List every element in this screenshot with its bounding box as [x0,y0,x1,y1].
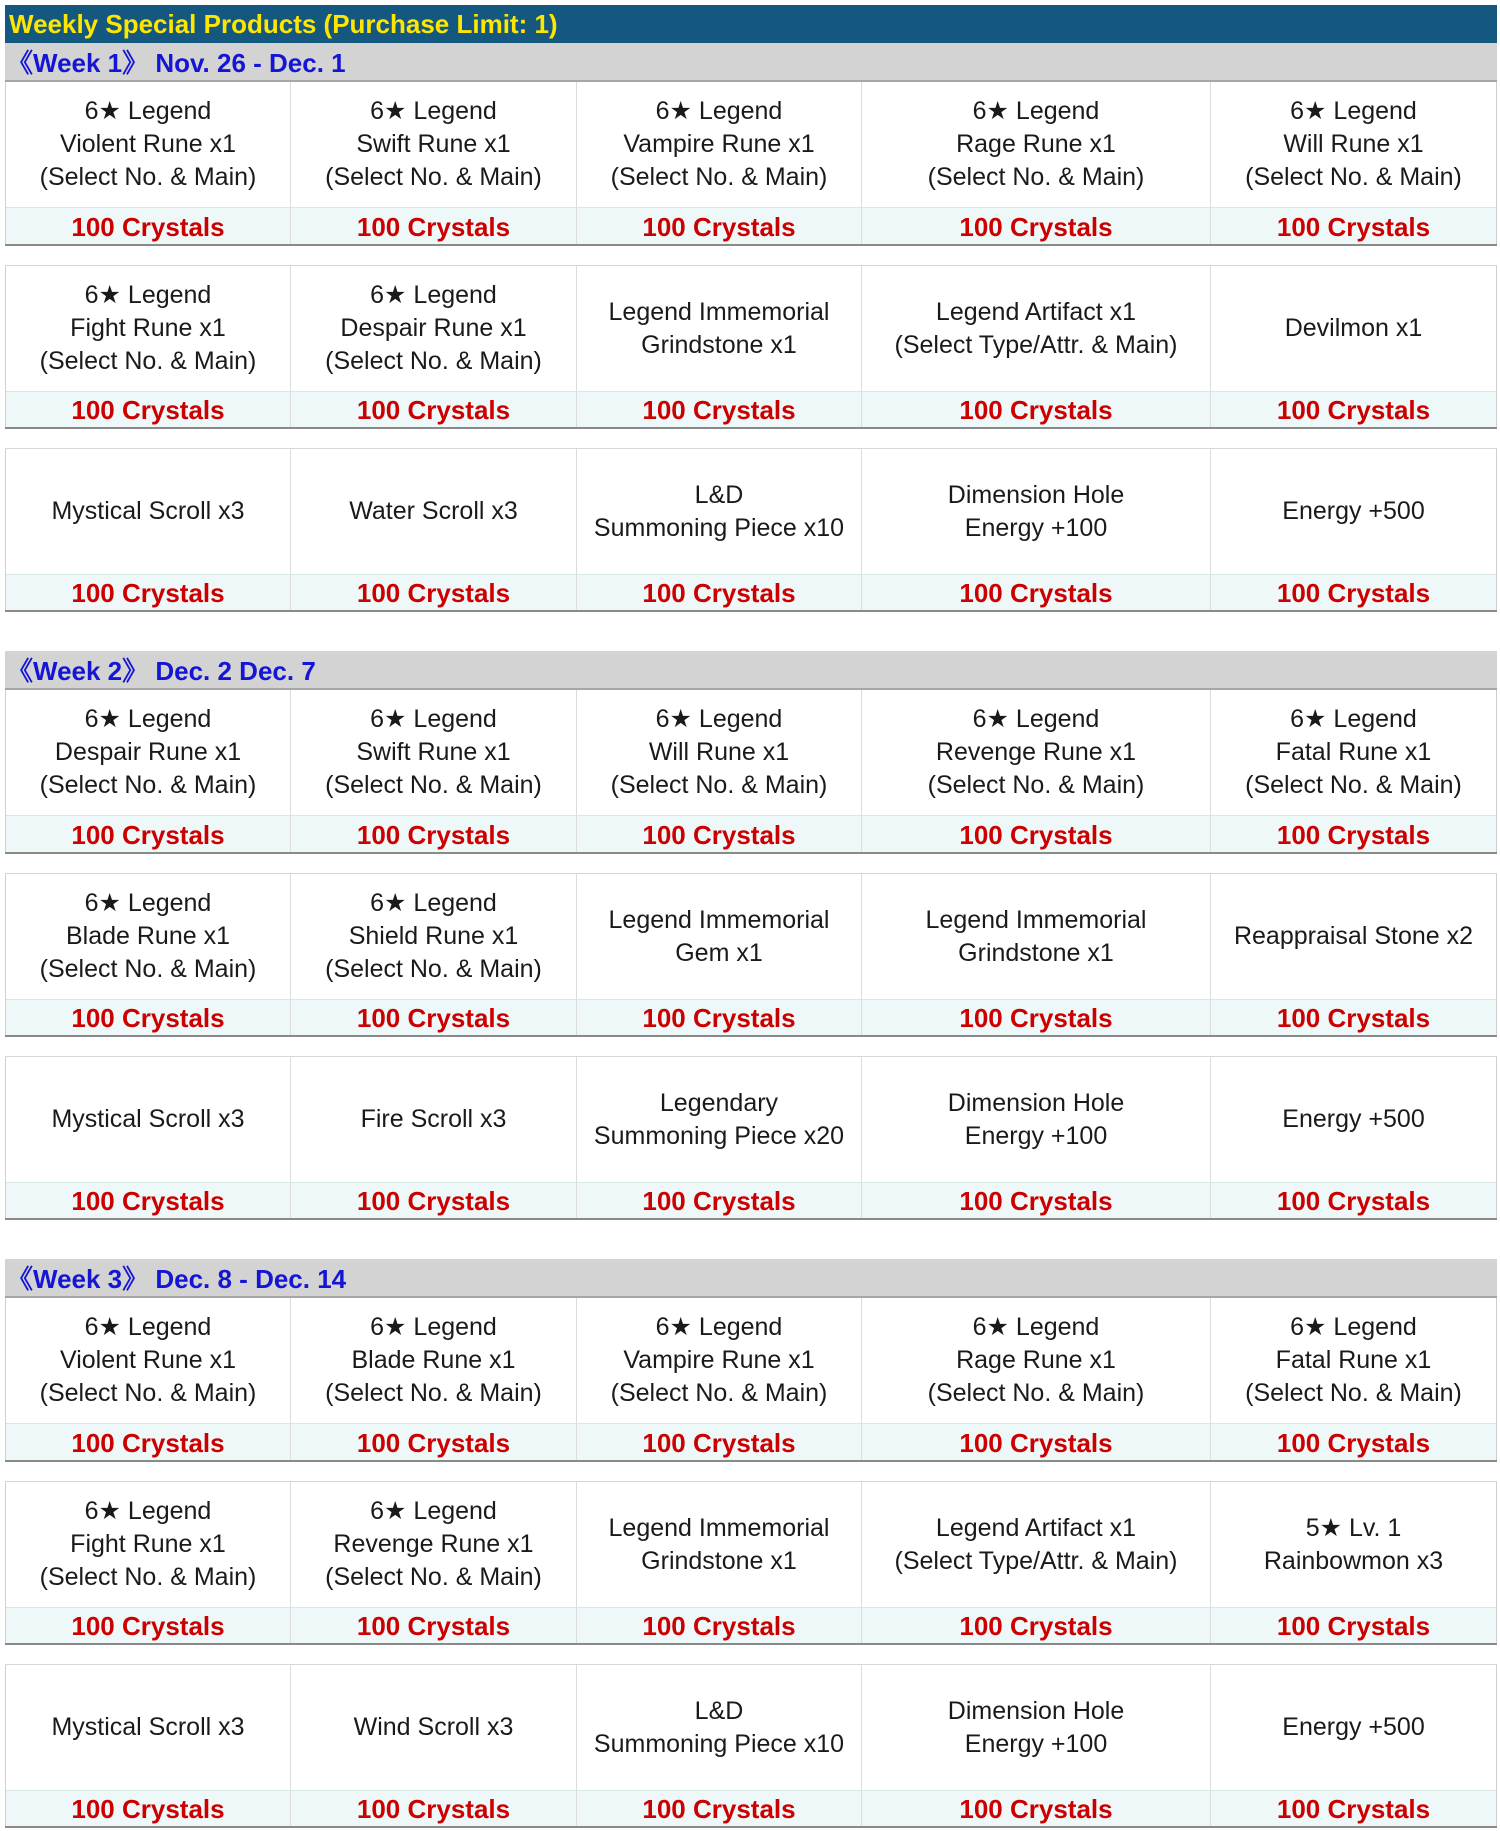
page-title: Weekly Special Products (Purchase Limit: 1) [5,5,1497,43]
product-name: 6★ Legend Rage Rune x1 (Select No. & Main) [862,82,1210,207]
row-gap [5,1037,1497,1056]
product-row [5,1664,1497,1828]
product-name: 6★ Legend Swift Rune x1 (Select No. & Main) [291,690,576,815]
product-name: Devilmon x1 [1211,266,1496,391]
week-header: 《Week 2》 Dec. 2 Dec. 7 [5,651,1497,690]
product-cell [576,1665,861,1826]
product-row [5,1298,1497,1462]
product-price: 100 Crystals [862,1607,1210,1643]
product-price: 100 Crystals [1211,1182,1496,1218]
product-price: 100 Crystals [291,1182,576,1218]
product-cell [576,1057,861,1218]
product-price: 100 Crystals [577,999,861,1035]
product-price: 100 Crystals [577,1182,861,1218]
product-cell [861,1482,1210,1643]
product-cell [290,874,576,1035]
product-price: 100 Crystals [577,1423,861,1460]
week-spacer [5,612,1497,651]
product-name: Legend Artifact x1 (Select Type/Attr. & Main) [862,1482,1210,1607]
product-price: 100 Crystals [862,1182,1210,1218]
product-cell [861,1665,1210,1826]
product-price: 100 Crystals [6,815,290,852]
product-row [5,873,1497,1037]
product-price: 100 Crystals [1211,999,1496,1035]
product-price: 100 Crystals [1211,1423,1496,1460]
product-price: 100 Crystals [6,207,290,244]
product-cell [5,1665,290,1826]
product-name: 6★ Legend Vampire Rune x1 (Select No. & Main) [577,1298,861,1423]
product-cell [861,82,1210,244]
product-cell [290,449,576,610]
product-row [5,1481,1497,1645]
product-name: 6★ Legend Will Rune x1 (Select No. & Main) [1211,82,1496,207]
product-price: 100 Crystals [577,815,861,852]
product-name: 6★ Legend Fatal Rune x1 (Select No. & Main) [1211,690,1496,815]
product-cell [5,449,290,610]
product-price: 100 Crystals [577,1790,861,1826]
product-name: Mystical Scroll x3 [6,449,290,574]
product-name: Legend Artifact x1 (Select Type/Attr. & Main) [862,266,1210,391]
product-cell [1210,1665,1497,1826]
product-price: 100 Crystals [291,207,576,244]
product-name: Reappraisal Stone x2 [1211,874,1496,999]
product-name: Fire Scroll x3 [291,1057,576,1182]
product-cell [290,1482,576,1643]
product-cell [290,266,576,427]
product-row [5,690,1497,854]
product-cell [861,266,1210,427]
product-cell [576,874,861,1035]
product-name: 6★ Legend Fatal Rune x1 (Select No. & Main) [1211,1298,1496,1423]
product-name: Legend Immemorial Gem x1 [577,874,861,999]
product-name: Legend Immemorial Grindstone x1 [862,874,1210,999]
product-cell [576,266,861,427]
product-cell [1210,690,1497,852]
product-cell [861,449,1210,610]
product-price: 100 Crystals [862,207,1210,244]
product-name: Legend Immemorial Grindstone x1 [577,1482,861,1607]
product-price: 100 Crystals [6,574,290,610]
product-name: 5★ Lv. 1 Rainbowmon x3 [1211,1482,1496,1607]
product-name: 6★ Legend Despair Rune x1 (Select No. & Main) [6,690,290,815]
product-price: 100 Crystals [862,391,1210,427]
product-name: 6★ Legend Violent Rune x1 (Select No. & Main) [6,1298,290,1423]
product-cell [576,1482,861,1643]
product-name: Mystical Scroll x3 [6,1665,290,1790]
week-section-1 [5,43,1497,612]
week-header: 《Week 3》 Dec. 8 - Dec. 14 [5,1259,1497,1298]
product-row [5,82,1497,246]
product-price: 100 Crystals [1211,207,1496,244]
product-price: 100 Crystals [1211,815,1496,852]
product-price: 100 Crystals [291,1607,576,1643]
product-price: 100 Crystals [1211,1607,1496,1643]
product-price: 100 Crystals [862,574,1210,610]
row-gap [5,429,1497,448]
product-price: 100 Crystals [6,1790,290,1826]
week-spacer [5,1220,1497,1259]
product-price: 100 Crystals [1211,1790,1496,1826]
product-price: 100 Crystals [862,999,1210,1035]
product-cell [290,1298,576,1460]
product-name: L&D Summoning Piece x10 [577,449,861,574]
product-name: L&D Summoning Piece x10 [577,1665,861,1790]
product-price: 100 Crystals [1211,391,1496,427]
product-name: Mystical Scroll x3 [6,1057,290,1182]
product-price: 100 Crystals [862,1423,1210,1460]
product-price: 100 Crystals [291,391,576,427]
product-name: Energy +500 [1211,449,1496,574]
product-name: Wind Scroll x3 [291,1665,576,1790]
product-price: 100 Crystals [862,1790,1210,1826]
product-price: 100 Crystals [6,1607,290,1643]
product-price: 100 Crystals [291,1790,576,1826]
product-cell [576,1298,861,1460]
weeks-container [5,43,1497,1828]
product-row [5,265,1497,429]
product-price: 100 Crystals [291,815,576,852]
product-name: 6★ Legend Revenge Rune x1 (Select No. & Main) [862,690,1210,815]
product-cell [1210,82,1497,244]
product-name: 6★ Legend Blade Rune x1 (Select No. & Main) [291,1298,576,1423]
product-price: 100 Crystals [1211,574,1496,610]
product-name: 6★ Legend Despair Rune x1 (Select No. & Main) [291,266,576,391]
week-header: 《Week 1》 Nov. 26 - Dec. 1 [5,43,1497,82]
product-price: 100 Crystals [577,391,861,427]
product-name: 6★ Legend Blade Rune x1 (Select No. & Main) [6,874,290,999]
product-price: 100 Crystals [291,999,576,1035]
product-cell [290,1057,576,1218]
product-cell [5,1298,290,1460]
row-gap [5,246,1497,265]
product-name: 6★ Legend Swift Rune x1 (Select No. & Main) [291,82,576,207]
product-cell [861,1298,1210,1460]
product-cell [1210,449,1497,610]
product-cell [5,82,290,244]
product-cell [576,82,861,244]
product-row [5,1056,1497,1220]
product-price: 100 Crystals [291,1423,576,1460]
product-name: Legend Immemorial Grindstone x1 [577,266,861,391]
product-name: Dimension Hole Energy +100 [862,1057,1210,1182]
product-cell [1210,266,1497,427]
product-cell [5,690,290,852]
product-price: 100 Crystals [577,1607,861,1643]
row-gap [5,854,1497,873]
product-name: 6★ Legend Violent Rune x1 (Select No. & Main) [6,82,290,207]
product-row [5,448,1497,612]
product-cell [5,1482,290,1643]
product-name: Dimension Hole Energy +100 [862,449,1210,574]
week-section-3 [5,1259,1497,1828]
product-cell [5,1057,290,1218]
product-cell [861,690,1210,852]
product-name: 6★ Legend Fight Rune x1 (Select No. & Main) [6,1482,290,1607]
product-cell [290,82,576,244]
product-name: Dimension Hole Energy +100 [862,1665,1210,1790]
product-price: 100 Crystals [577,574,861,610]
product-name: 6★ Legend Will Rune x1 (Select No. & Main) [577,690,861,815]
product-cell [290,690,576,852]
row-gap [5,1645,1497,1664]
product-price: 100 Crystals [6,1423,290,1460]
product-name: Water Scroll x3 [291,449,576,574]
product-price: 100 Crystals [291,574,576,610]
product-cell [576,449,861,610]
product-cell [1210,1298,1497,1460]
product-name: Legendary Summoning Piece x20 [577,1057,861,1182]
week-section-2 [5,651,1497,1220]
weekly-products-table [5,5,1497,1828]
product-name: Energy +500 [1211,1057,1496,1182]
product-cell [861,874,1210,1035]
product-price: 100 Crystals [577,207,861,244]
product-name: 6★ Legend Fight Rune x1 (Select No. & Main) [6,266,290,391]
product-price: 100 Crystals [6,391,290,427]
product-name: 6★ Legend Shield Rune x1 (Select No. & Main) [291,874,576,999]
product-price: 100 Crystals [6,999,290,1035]
product-cell [1210,874,1497,1035]
product-cell [1210,1057,1497,1218]
product-cell [290,1665,576,1826]
row-gap [5,1462,1497,1481]
product-cell [861,1057,1210,1218]
product-cell [576,690,861,852]
product-price: 100 Crystals [6,1182,290,1218]
product-cell [1210,1482,1497,1643]
product-name: 6★ Legend Vampire Rune x1 (Select No. & Main) [577,82,861,207]
product-name: Energy +500 [1211,1665,1496,1790]
product-cell [5,874,290,1035]
product-cell [5,266,290,427]
product-name: 6★ Legend Revenge Rune x1 (Select No. & Main) [291,1482,576,1607]
product-name: 6★ Legend Rage Rune x1 (Select No. & Main) [862,1298,1210,1423]
product-price: 100 Crystals [862,815,1210,852]
